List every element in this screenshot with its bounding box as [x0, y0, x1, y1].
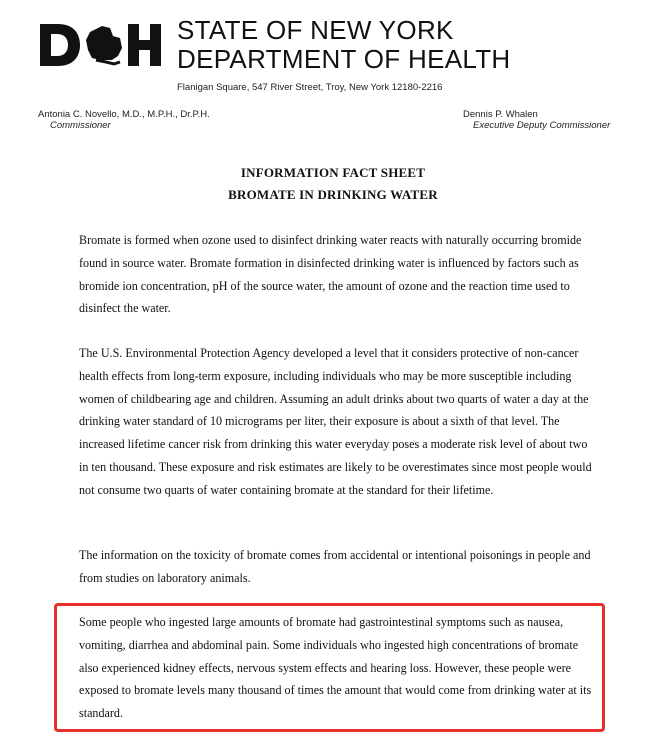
commissioner-block	[38, 109, 210, 131]
agency-address: Flanigan Square, 547 River Street, Troy, New York 12180-2216	[177, 82, 443, 93]
paragraph-bromate-formation: Bromate is formed when ozone used to disinfect drinking water reacts with naturally occurring bromide found in source water. Bromate formation in disinfected drinking water is influenced by factors such as bromide ion concentration, pH of the source water, the amount of ozone and the reaction time used to disinfect the water.	[79, 233, 582, 316]
deputy-commissioner-name: Dennis P. Whalen	[463, 109, 538, 120]
paragraph-epa-exposure-level: The U.S. Environmental Protection Agency developed a level that it considers protective of non-cancer health effects from long-term exposure, including individuals who may be more susceptible including women of childbearing age and children. Assuming an adult drinks about two quarts of water a day at the drinking water standard of 10 micrograms per liter, their exposure is about a sixth of that level. The increased lifetime cancer risk from drinking this water everyday poses a moderate risk level of about two in ten thousand. These exposure and risk estimates are likely to be overestimates since most people would not consume two quarts of water containing bromate at the standard for their lifetime.	[79, 346, 592, 497]
fact-sheet-heading: INFORMATION FACT SHEET	[240, 165, 426, 180]
deputy-commissioner-block	[463, 109, 610, 131]
agency-state-name: STATE OF NEW YORK	[177, 15, 454, 45]
commissioner-title: Commissioner	[50, 120, 111, 131]
deputy-commissioner-title: Executive Deputy Commissioner	[473, 120, 611, 131]
fact-sheet-subject: BROMATE IN DRINKING WATER	[228, 187, 438, 202]
commissioner-name: Antonia C. Novello, M.D., M.P.H., Dr.P.H.	[38, 109, 210, 120]
doh-logo-icon	[40, 22, 164, 68]
paragraph-health-effects: Some people who ingested large amounts of bromate had gastrointestinal symptoms such as nausea, vomiting, diarrhea and abdominal pain. Some individuals who ingested high concentrations of bromate also experienced kidney effects, nervous system effects and hearing loss. However, these people were exposed to bromate levels many thousand of times the amount that would come from drinking water at its standard.	[79, 615, 592, 721]
agency-department-name: DEPARTMENT OF HEALTH	[177, 44, 511, 74]
paragraph-toxicity-sources: The information on the toxicity of bromate comes from accidental or intentional poisonings in people and from studies on laboratory animals.	[79, 548, 591, 585]
letterhead	[0, 0, 666, 150]
